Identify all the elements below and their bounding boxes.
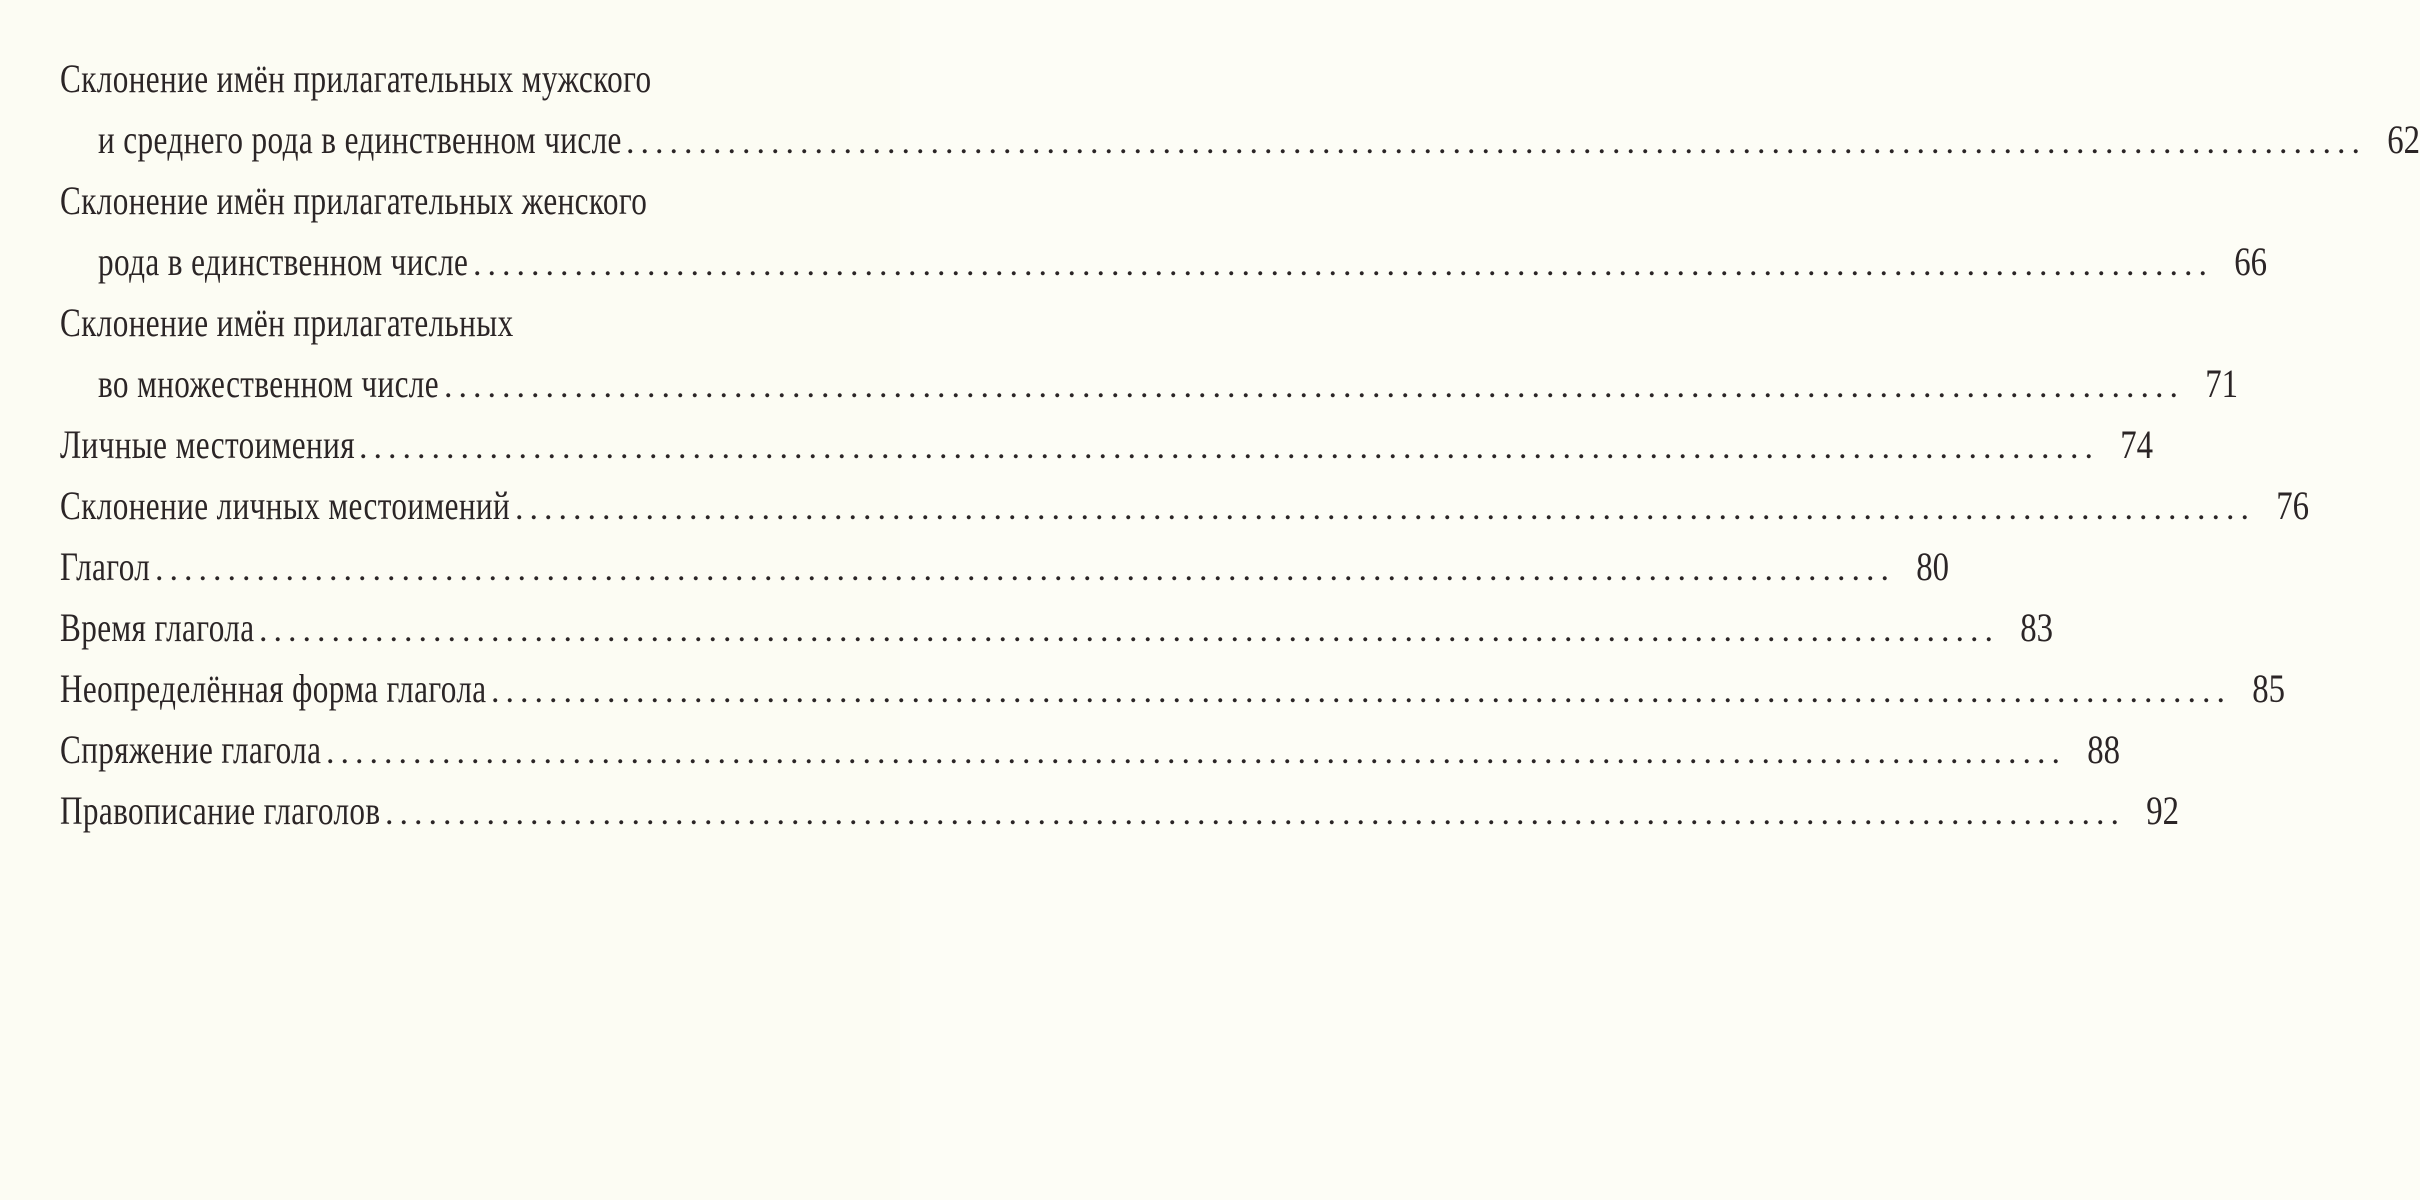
toc-entry-continuation-line bbox=[60, 109, 2420, 170]
toc-entry-title: Склонение личных местоимений bbox=[60, 483, 511, 528]
toc-entry-title: Склонение имён прилагательных bbox=[60, 300, 514, 345]
toc-entry-title-line bbox=[60, 719, 2120, 780]
toc-entry bbox=[60, 170, 2267, 292]
dot-leader: ........................................................................................................................ bbox=[326, 734, 2066, 771]
toc-entry-title-line bbox=[60, 597, 2053, 658]
page-number: 74 bbox=[2120, 422, 2153, 467]
page-number: 92 bbox=[2146, 788, 2179, 833]
toc-entry-title-line bbox=[60, 48, 875, 109]
toc-entry-title-line bbox=[60, 658, 2285, 719]
toc-entry-title: Склонение имён прилагательных женского bbox=[60, 178, 648, 223]
toc-entry-title-line bbox=[60, 536, 1949, 597]
page-number: 76 bbox=[2276, 483, 2309, 528]
toc-entry bbox=[60, 719, 2120, 780]
toc-entry bbox=[60, 48, 2420, 170]
toc-entry-title-line bbox=[60, 414, 2153, 475]
toc-entry bbox=[60, 475, 2309, 536]
toc-entry-title: Глагол bbox=[60, 544, 151, 589]
toc-entry-title: Правописание глаголов bbox=[60, 788, 381, 833]
toc-entry-continuation-line bbox=[60, 231, 2267, 292]
page-number: 71 bbox=[2205, 361, 2238, 406]
page-number: 80 bbox=[1916, 544, 1949, 589]
toc-entry bbox=[60, 597, 2053, 658]
toc-entry bbox=[60, 658, 2285, 719]
toc-entry bbox=[60, 780, 2179, 841]
toc-entry-title: Личные местоимения bbox=[60, 422, 355, 467]
toc-entry-title: Время глагола bbox=[60, 605, 255, 650]
toc-entry-title: Спряжение глагола bbox=[60, 727, 322, 772]
dot-leader: ........................................................................................................................ bbox=[259, 612, 1999, 649]
toc-entry-title-line bbox=[60, 780, 2179, 841]
toc-entry-title: во множественном числе bbox=[98, 361, 440, 406]
toc-entry bbox=[60, 536, 1949, 597]
dot-leader: ........................................................................................................................ bbox=[359, 429, 2099, 466]
dot-leader: ........................................................................................................................ bbox=[385, 795, 2125, 832]
toc-entry-title: и среднего рода в единственном числе bbox=[98, 117, 622, 162]
dot-leader: ........................................................................................................................ bbox=[491, 673, 2231, 710]
toc-entry bbox=[60, 292, 2238, 414]
page-number: 62 bbox=[2387, 117, 2420, 162]
page-number: 85 bbox=[2252, 666, 2285, 711]
dot-leader: ........................................................................................................................ bbox=[444, 368, 2184, 405]
toc-entry-title-line bbox=[60, 170, 875, 231]
dot-leader: ........................................................................................................................ bbox=[515, 490, 2255, 527]
dot-leader: ........................................................................................................................ bbox=[155, 551, 1895, 588]
toc-entry-continuation-line bbox=[60, 353, 2238, 414]
table-of-contents bbox=[60, 48, 2420, 841]
toc-entry-title: рода в единственном числе bbox=[98, 239, 469, 284]
page-number: 88 bbox=[2087, 727, 2120, 772]
toc-entry-title: Неопределённая форма глагола bbox=[60, 666, 487, 711]
dot-leader: ........................................................................................................................ bbox=[626, 124, 2366, 161]
toc-entry-title: Склонение имён прилагательных мужского bbox=[60, 56, 652, 101]
page-number: 66 bbox=[2234, 239, 2267, 284]
toc-entry bbox=[60, 414, 2153, 475]
toc-entry-title-line bbox=[60, 475, 2309, 536]
page-number: 83 bbox=[2020, 605, 2053, 650]
toc-entry-title-line bbox=[60, 292, 875, 353]
dot-leader: ........................................................................................................................ bbox=[473, 246, 2213, 283]
